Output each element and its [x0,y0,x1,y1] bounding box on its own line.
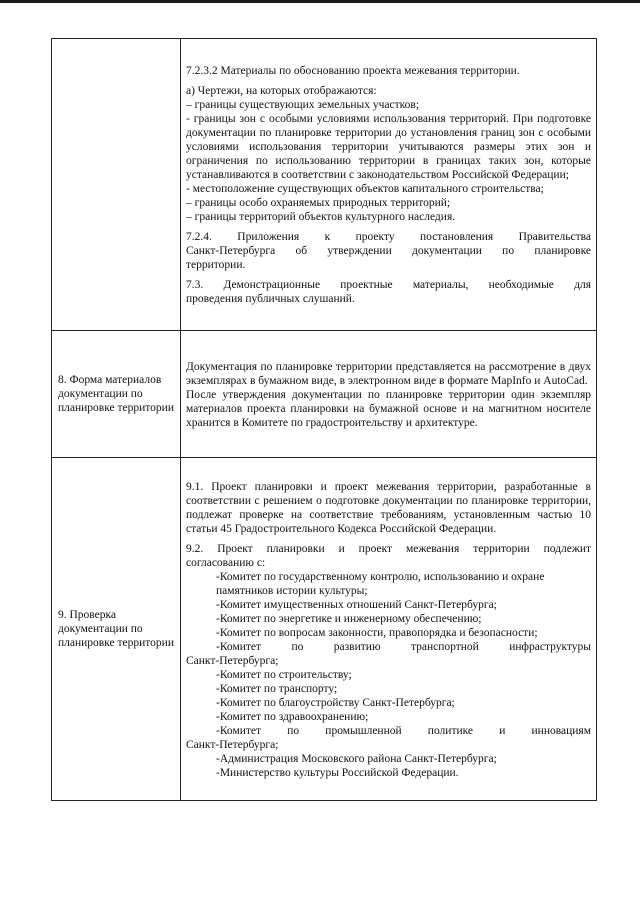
approval-item: Санкт-Петербурга; [186,738,279,751]
approval-item: -Комитет по вопросам законности, правопорядка и безопасности; [216,626,538,639]
clause-9-2-line: согласованию с: [186,556,266,569]
approval-item: -Комитет по здравоохранению; [216,710,369,723]
approval-item: -Комитет по энергетике и инженерному обеспечению; [216,612,482,625]
table-row [52,39,597,331]
list-item: – границы особо охраняемых природных территорий; [186,197,451,209]
drawings-heading: а) Чертежи, на которых отображаются: [186,85,377,97]
list-item: – границы существующих земельных участков; [186,99,420,111]
approval-item: -Комитет по государственному контролю, использованию и охране памятников истории культуры; [216,570,545,597]
approval-item: Санкт-Петербурга; [186,654,279,667]
clause-7-2-4-line: Санкт-Петербурга об утверждении документации по планировке [186,245,591,257]
approval-item: -Комитет имущественных отношений Санкт-Петербурга; [216,598,497,611]
section-8-content [181,331,597,458]
approval-item: -Министерство культуры Российской Федерации. [216,766,459,779]
clause-9-2-line: 9.2. Проект планировки и проект межевания территории подлежит [186,542,591,555]
approval-item: -Комитет по благоустройству Санкт-Петербурга; [216,696,455,709]
clause-7-2-4-line: 7.2.4. Приложения к проекту постановления Правительства [186,231,591,243]
section-9-label: 9. Проверка документации по планировке территории [52,458,181,801]
list-item: – границы территорий объектов культурного наследия. [186,211,456,223]
section-9-content [181,458,597,801]
clause-7-2-3-2: 7.2.3.2 Материалы по обоснованию проекта межевания территории. [186,65,520,77]
page-top-edge [0,0,640,3]
clause-7-3-line: 7.3. Демонстрационные проектные материалы, необходимые для [186,279,591,291]
approval-item: -Комитет по промышленной политике и инновациям [216,724,591,737]
section-8-label: 8. Форма материалов документации по планировке территории [52,331,181,458]
approval-item: -Администрация Московского района Санкт-Петербурга; [216,752,497,765]
list-item: - границы зон с особыми условиями использования территорий. При подготовке документации по планировке территории до установления границ зон с особыми условиями использования территории учитываются размеры этих зон и ограничения по использованию территории в границах таких зон, которые устанавливаются в соответствии с законодательством Российской Федерации; [186,113,591,181]
approval-item: -Комитет по строительству; [216,668,352,681]
clause-9-1: 9.1. Проект планировки и проект межевания территории, разработанные в соответствии с решением о подготовке документации по планировке территории, подлежат проверке на соответствие требованиям, установленным частью 10 статьи 45 Градостроительного Кодекса Российской Федерации. [186,480,591,535]
table-row [52,458,597,801]
table-row [52,331,597,458]
paragraph: После утверждения документации по планировке территории один экземпляр материалов проекта планировки на бумажной основе и на магнитном носителе хранится в Комитете по градостроительству и архитектуре. [186,388,591,429]
row-label-empty [52,39,181,331]
list-item: - местоположение существующих объектов капитального строительства; [186,183,544,195]
paragraph: Документация по планировке территории представляется на рассмотрение в двух экземплярах в бумажном виде, в электронном виде в формате MapInfo и AutoCad. [186,360,591,387]
clause-7-3-line: проведения публичных слушаний. [186,293,355,305]
clause-7-2-4-line: территории. [186,259,246,271]
approval-item: -Комитет по развитию транспортной инфраструктуры [216,640,591,653]
requirements-table [51,38,597,801]
approval-item: -Комитет по транспорту; [216,682,338,695]
section-7-content [181,39,597,331]
